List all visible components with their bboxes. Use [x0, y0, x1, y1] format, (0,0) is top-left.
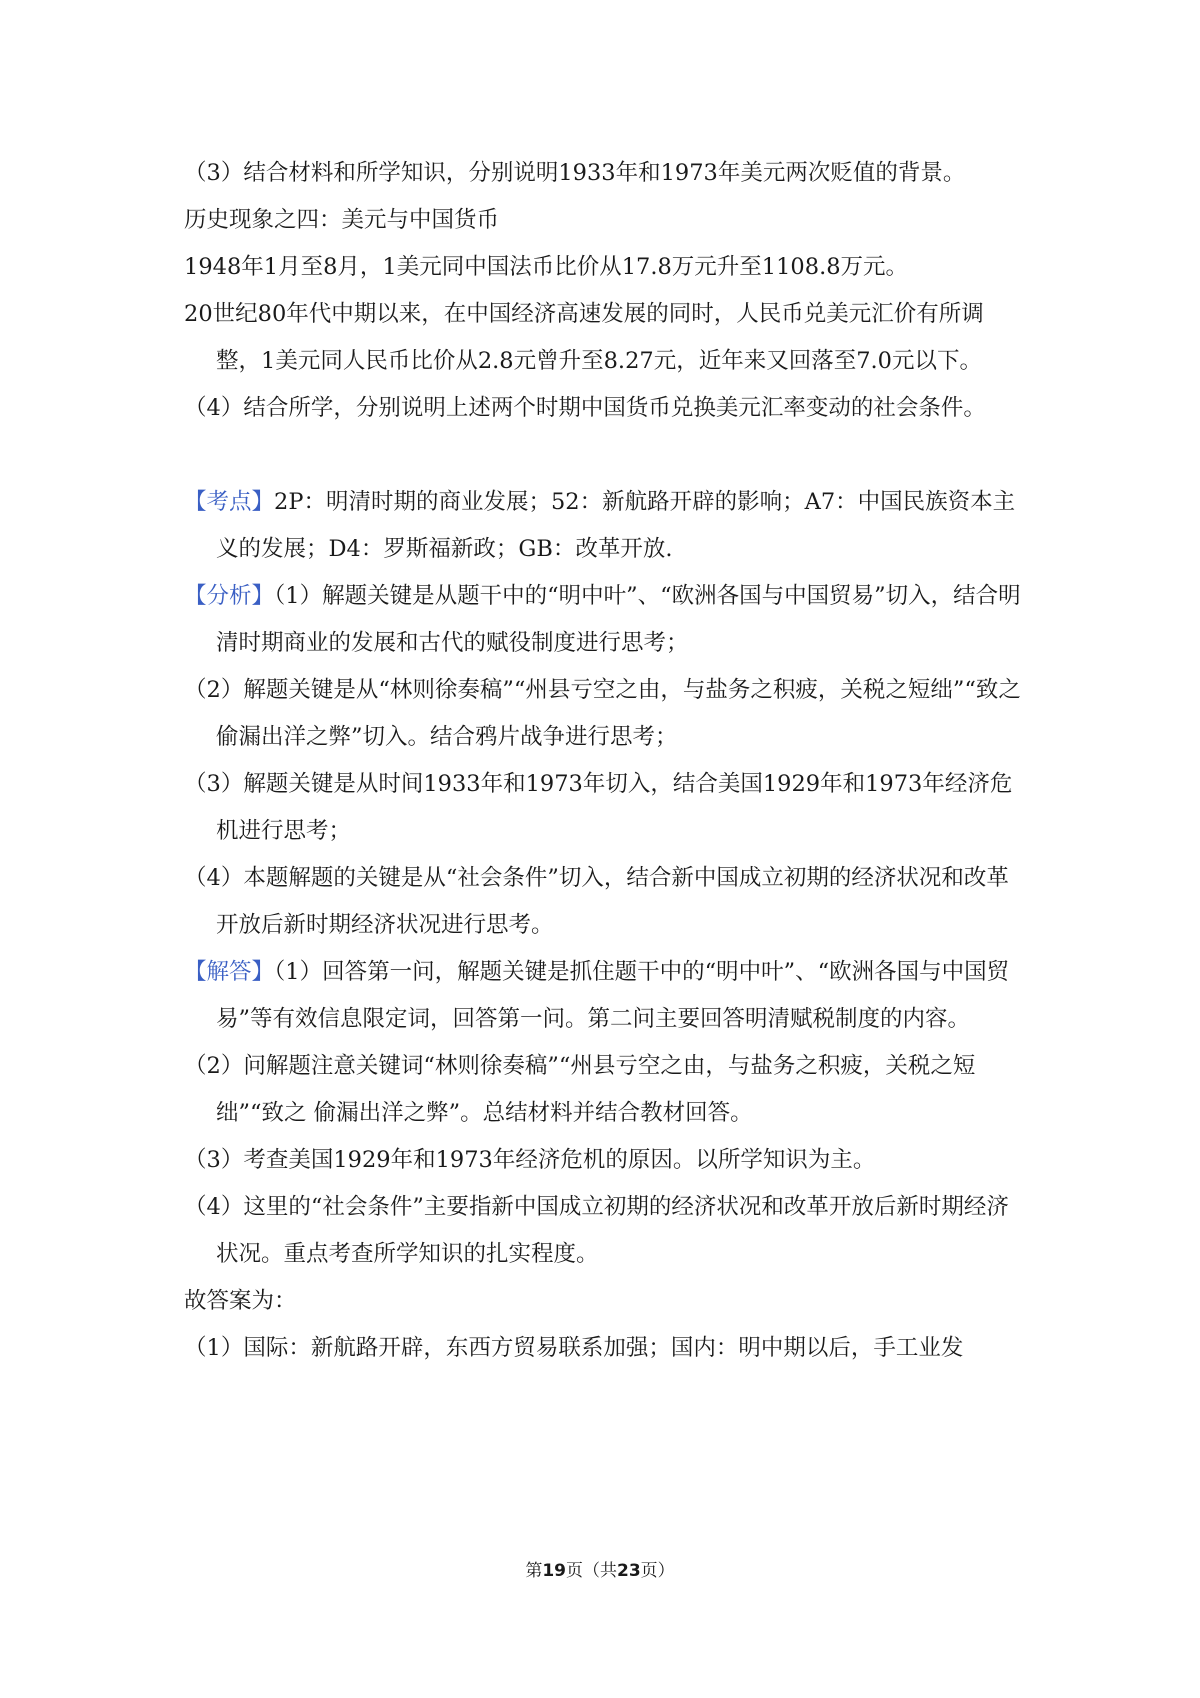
fenxi-paragraph-3: （3）解题关键是从时间1933年和1973年切入，结合美国1929年和1973年经济危机进行思考； [184, 771, 1013, 844]
footer-suffix: 页） [640, 1561, 675, 1581]
answer-paragraph-1: （1）国际：新航路开辟，东西方贸易联系加强；国内：明中期以后，手工业发 [184, 1335, 964, 1361]
phenomenon-4-paragraph-2: 20世纪80年代中期以来，在中国经济高速发展的同时，人民币兑美元汇价有所调整，1美元同人民币比价从2.8元曾升至8.27元，近年来又回落至7.0元以下。 [184, 301, 984, 374]
fenxi-paragraph-1: （1）解题关键是从题干中的“明中叶”、“欧洲各国与中国贸易”切入，结合明清时期商业的发展和古代的赋役制度进行思考； [216, 583, 1021, 656]
kaodian-tag: 【考点】 [184, 489, 275, 515]
fenxi-paragraph-2: （2）解题关键是从“林则徐奏稿”“州县亏空之由，与盐务之积疲，关税之短绌”“致之 偷漏出洋之弊”切入。结合鸦片战争进行思考； [184, 677, 1021, 750]
fenxi-tag: 【分析】 [184, 583, 275, 609]
fenxi-section [184, 573, 1024, 667]
footer-prefix: 第 [525, 1561, 543, 1581]
jieda-paragraph-2: （2）问解题注意关键词“林则徐奏稿”“州县亏空之由，与盐务之积疲，关税之短绌”“致之 偷漏出洋之弊”。总结材料并结合教材回答。 [184, 1053, 976, 1126]
fenxi-paragraph-4: （4）本题解题的关键是从“社会条件”切入，结合新中国成立初期的经济状况和改革开放后新时期经济状况进行思考。 [184, 865, 1009, 938]
current-page-number: 19 [542, 1561, 566, 1581]
kaodian-section [184, 479, 1024, 573]
jieda-section [184, 949, 1024, 1043]
jieda-paragraph-1: （1）回答第一问，解题关键是抓住题干中的“明中叶”、“欧洲各国与中国贸易”等有效信息限定词，回答第一问。第二问主要回答明清赋税制度的内容。 [216, 959, 1010, 1032]
question-3: （3）结合材料和所学知识，分别说明1933年和1973年美元两次贬值的背景。 [184, 160, 966, 186]
footer-middle: 页（共 [566, 1561, 617, 1581]
phenomenon-4-title: 历史现象之四：美元与中国货币 [184, 207, 500, 233]
question-4: （4）结合所学，分别说明上述两个时期中国货币兑换美元汇率变动的社会条件。 [184, 395, 986, 421]
answer-intro: 故答案为： [184, 1288, 297, 1314]
jieda-paragraph-4: （4）这里的“社会条件”主要指新中国成立初期的经济状况和改革开放后新时期经济状况。重点考查所学知识的扎实程度。 [184, 1194, 1009, 1267]
phenomenon-4-paragraph-1: 1948年1月至8月，1美元同中国法币比价从17.8万元升至1108.8万元。 [184, 254, 909, 280]
page-footer [0, 1556, 1200, 1581]
spacer [184, 432, 1024, 479]
kaodian-text: 2P：明清时期的商业发展；52：新航路开辟的影响；A7：中国民族资本主义的发展；D4：罗斯福新政；GB：改革开放. [216, 489, 1016, 562]
document-body [184, 150, 1024, 1372]
jieda-paragraph-3: （3）考查美国1929年和1973年经济危机的原因。以所学知识为主。 [184, 1147, 876, 1173]
total-page-number: 23 [617, 1561, 641, 1581]
jieda-tag: 【解答】 [184, 959, 275, 985]
